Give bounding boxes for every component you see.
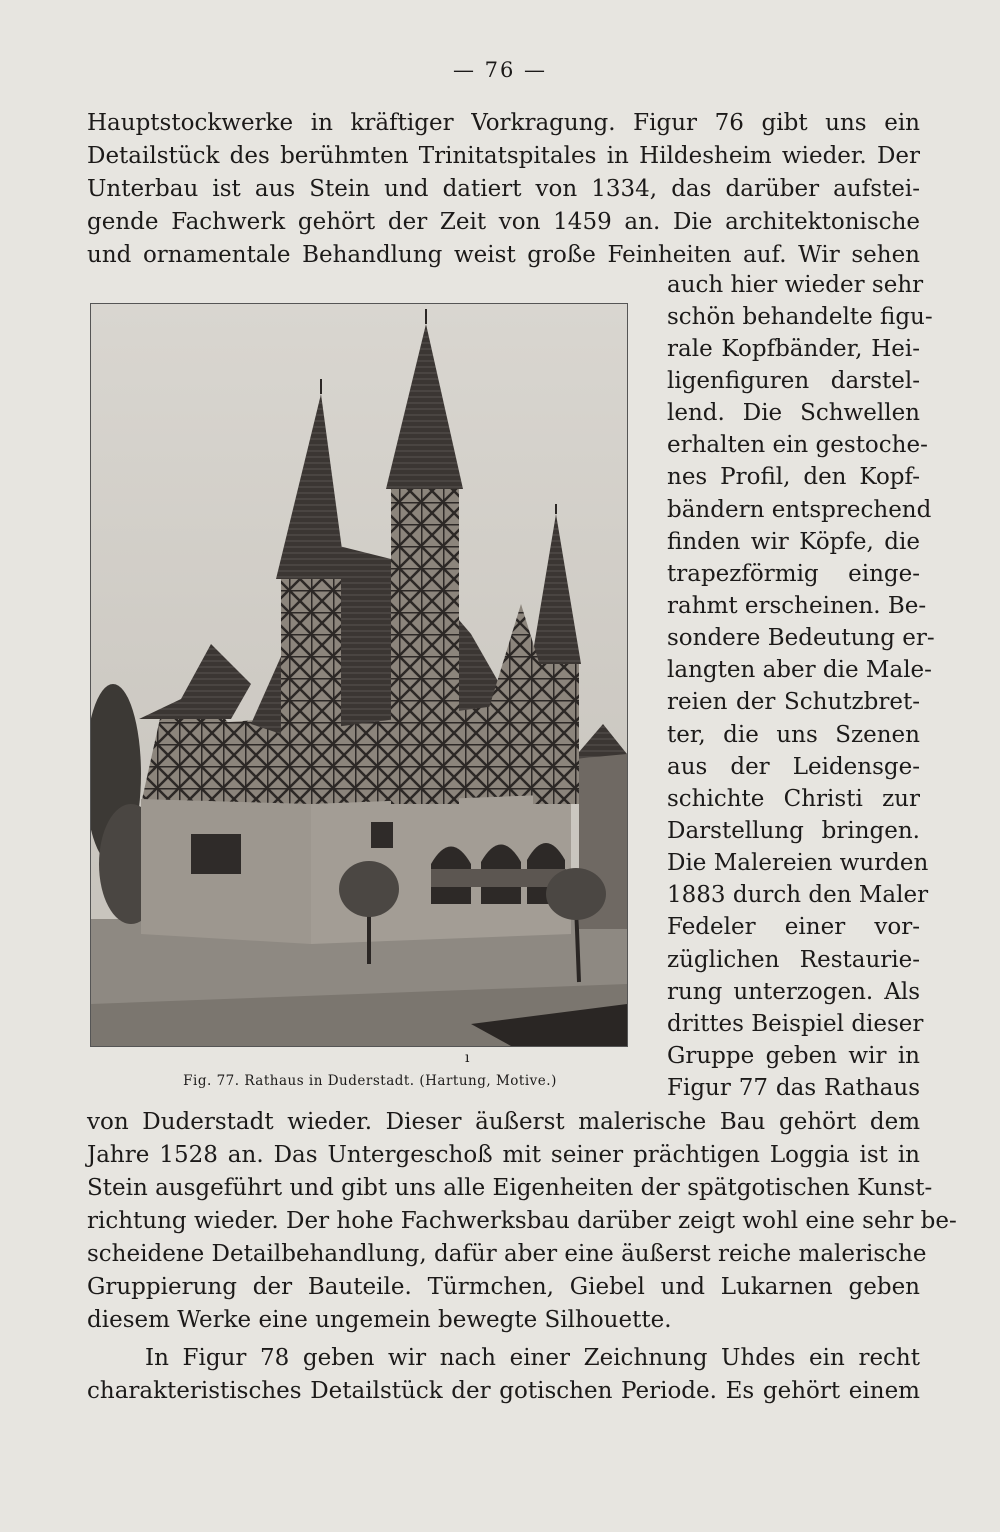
body-line: Figur 77 das Rathaus bbox=[667, 1075, 920, 1101]
body-line: reien der Schutzbret- bbox=[667, 689, 920, 715]
body-line: Jahre 1528 an. Das Untergeschoß mit seiner prächtigen Loggia ist in bbox=[87, 1142, 920, 1168]
body-line: Unterbau ist aus Stein und datiert von 1334, das darüber aufstei- bbox=[87, 176, 920, 202]
body-line: Hauptstockwerke in kräftiger Vorkragung. Figur 76 gibt uns ein bbox=[87, 110, 920, 136]
body-line: In Figur 78 geben wir nach einer Zeichnung Uhdes ein recht bbox=[145, 1345, 920, 1371]
body-line: nes Profil, den Kopf- bbox=[667, 464, 920, 490]
body-line: trapezförmig einge- bbox=[667, 561, 920, 587]
body-line: Stein ausgeführt und gibt uns alle Eigenheiten der spätgotischen Kunst- bbox=[87, 1175, 933, 1201]
body-line: ter, die uns Szenen bbox=[667, 722, 920, 748]
body-line: Gruppierung der Bauteile. Türmchen, Giebel und Lukarnen geben bbox=[87, 1274, 920, 1300]
body-line: scheidene Detailbehandlung, dafür aber eine äußerst reiche malerische bbox=[87, 1241, 927, 1267]
figure-caption: Fig. 77. Rathaus in Duderstadt. (Hartung, Motive.) bbox=[183, 1073, 557, 1089]
body-line: von Duderstadt wieder. Dieser äußerst malerische Bau gehört dem bbox=[87, 1109, 920, 1135]
body-line: charakteristisches Detailstück der gotischen Periode. Es gehört einem bbox=[87, 1378, 920, 1404]
body-line: auch hier wieder sehr bbox=[667, 272, 924, 298]
body-line: aus der Leidensge- bbox=[667, 754, 920, 780]
body-line: langten aber die Male- bbox=[667, 657, 932, 683]
body-line: Detailstück des berühmten Trinitatspitales in Hildesheim wieder. Der bbox=[87, 143, 920, 169]
body-line: sondere Bedeutung er- bbox=[667, 625, 935, 651]
body-line: diesem Werke eine ungemein bewegte Silhouette. bbox=[87, 1307, 672, 1333]
body-line: Die Malereien wurden bbox=[667, 850, 929, 876]
body-line: erhalten ein gestoche- bbox=[667, 432, 928, 458]
page-number: — 76 — bbox=[452, 58, 548, 82]
body-line: ligenfiguren darstel- bbox=[667, 368, 920, 394]
body-line: gende Fachwerk gehört der Zeit von 1459 an. Die architektonische bbox=[87, 209, 920, 235]
body-line: schichte Christi zur bbox=[667, 786, 920, 812]
body-line: Darstellung bringen. bbox=[667, 818, 920, 844]
body-line: rahmt erscheinen. Be- bbox=[667, 593, 927, 619]
figure-mark: ı bbox=[465, 1050, 470, 1066]
figure-rathaus-duderstadt bbox=[90, 303, 628, 1047]
body-line: rung unterzogen. Als bbox=[667, 979, 920, 1005]
body-line: und ornamentale Behandlung weist große Feinheiten auf. Wir sehen bbox=[87, 242, 920, 268]
body-line: drittes Beispiel dieser bbox=[667, 1011, 924, 1037]
body-line: lend. Die Schwellen bbox=[667, 400, 920, 426]
body-line: rale Kopfbänder, Hei- bbox=[667, 336, 920, 362]
body-line: Gruppe geben wir in bbox=[667, 1043, 920, 1069]
body-line: finden wir Köpfe, die bbox=[667, 529, 920, 555]
body-line: schön behandelte figu- bbox=[667, 304, 933, 330]
body-line: Fedeler einer vor- bbox=[667, 914, 920, 940]
body-line: richtung wieder. Der hohe Fachwerksbau darüber zeigt wohl eine sehr be- bbox=[87, 1208, 957, 1234]
rathaus-illustration bbox=[91, 304, 627, 1046]
body-line: züglichen Restaurie- bbox=[667, 947, 920, 973]
body-line: bändern entsprechend bbox=[667, 497, 932, 523]
body-line: 1883 durch den Maler bbox=[667, 882, 929, 908]
